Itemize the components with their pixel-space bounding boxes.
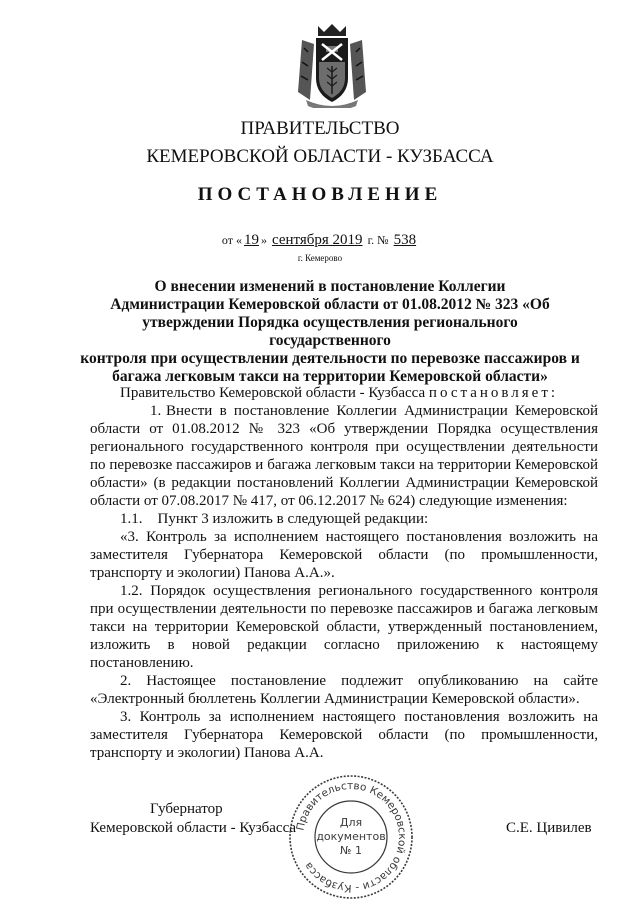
title-line: багажа легковым такси на территории Кемеровской области»	[112, 368, 548, 385]
paragraph-1-1: 1.1. Пункт 3 изложить в следующей редакции:	[120, 511, 429, 527]
stamp-center-line3: № 1	[340, 844, 362, 857]
title-line: О внесении изменений в постановление Коллегии	[154, 278, 506, 295]
intro-verb: постановляет:	[428, 385, 559, 401]
paragraph-1-number: 1.	[150, 403, 162, 419]
date-day-close: »	[260, 233, 267, 247]
city-name: г. Кемерово	[297, 253, 343, 263]
date-line	[0, 232, 640, 249]
document-type: ПОСТАНОВЛЕНИЕ	[197, 184, 443, 205]
title-line: контроля при осуществлении деятельности по перевозке пассажиров и	[80, 350, 580, 367]
date-day: 19	[243, 232, 259, 248]
coat-of-arms-emblem	[296, 22, 368, 108]
paragraph-2: 2. Настоящее постановление подлежит опубликованию на сайте «Электронный бюллетень Коллегии Администрации Кемеровской области».	[90, 673, 598, 707]
intro-prefix: Правительство Кемеровской области - Кузбасса	[120, 385, 426, 401]
title-line: Администрации Кемеровской области от 01.08.2012 № 323 «Об	[110, 296, 550, 313]
org-name-line1: ПРАВИТЕЛЬСТВО	[240, 118, 400, 139]
document-number: 538	[393, 232, 417, 248]
paragraph-1	[90, 402, 598, 510]
number-label: №	[377, 233, 389, 247]
date-prefix: от «	[221, 233, 242, 247]
intro-paragraph	[90, 384, 598, 402]
paragraph-1-1-quote: «3. Контроль за исполнением настоящего постановления возложить на заместителя Губернатора Кемеровской области (по промышленности, транспорту и экологии) Панова А.А.».	[90, 529, 598, 581]
signature-position-line1: Губернатор	[150, 801, 223, 817]
stamp-seal-icon	[286, 772, 416, 902]
signature-name: С.Е. Цивилев	[506, 820, 592, 836]
coat-of-arms-icon	[296, 22, 368, 108]
document-body	[90, 384, 598, 762]
org-name-line2: КЕМЕРОВСКОЙ ОБЛАСТИ - КУЗБАССА	[146, 146, 494, 167]
date-month-year: сентября 2019	[271, 232, 363, 248]
official-stamp	[286, 772, 416, 902]
stamp-center-line2: документов	[316, 830, 386, 843]
paragraph-3: 3. Контроль за исполнением настоящего постановления возложить на заместителя Губернатора Кемеровской области (по промышленности, транспорту и экологии) Панова А.А.	[90, 709, 598, 761]
stamp-center-line1: Для	[339, 816, 363, 829]
title-line: утверждении Порядка осуществления регионального государственного	[142, 314, 518, 349]
date-year-suffix: г.	[367, 233, 375, 247]
signature-position-line2: Кемеровской области - Кузбасса	[90, 820, 297, 836]
stamp-ring-text: Правительство Кемеровской области - Кузбасса	[294, 779, 409, 895]
paragraph-1-2: 1.2. Порядок осуществления регионального государственного контроля при осуществлении деятельности по перевозке пассажиров и багажа легковым такси на территории Кемеровской области, утвержденный постановлением, изложить в новой редакции согласно приложению к настоящему постановлению.	[90, 583, 598, 671]
paragraph-1-text: Внести в постановление Коллегии Администрации Кемеровской области от 01.08.2012 № 323 «Об утверждении Порядка осуществления регионального государственного контроля при осуществлении деятельности по перевозке пассажиров и багажа легковым такси на территории Кемеровской области» (в редакции постановлений Коллегии Администрации Кемеровской области от 07.08.2017 № 417, от 06.12.2017 № 624) следующие изменения:	[90, 403, 598, 509]
document-title	[80, 278, 580, 386]
